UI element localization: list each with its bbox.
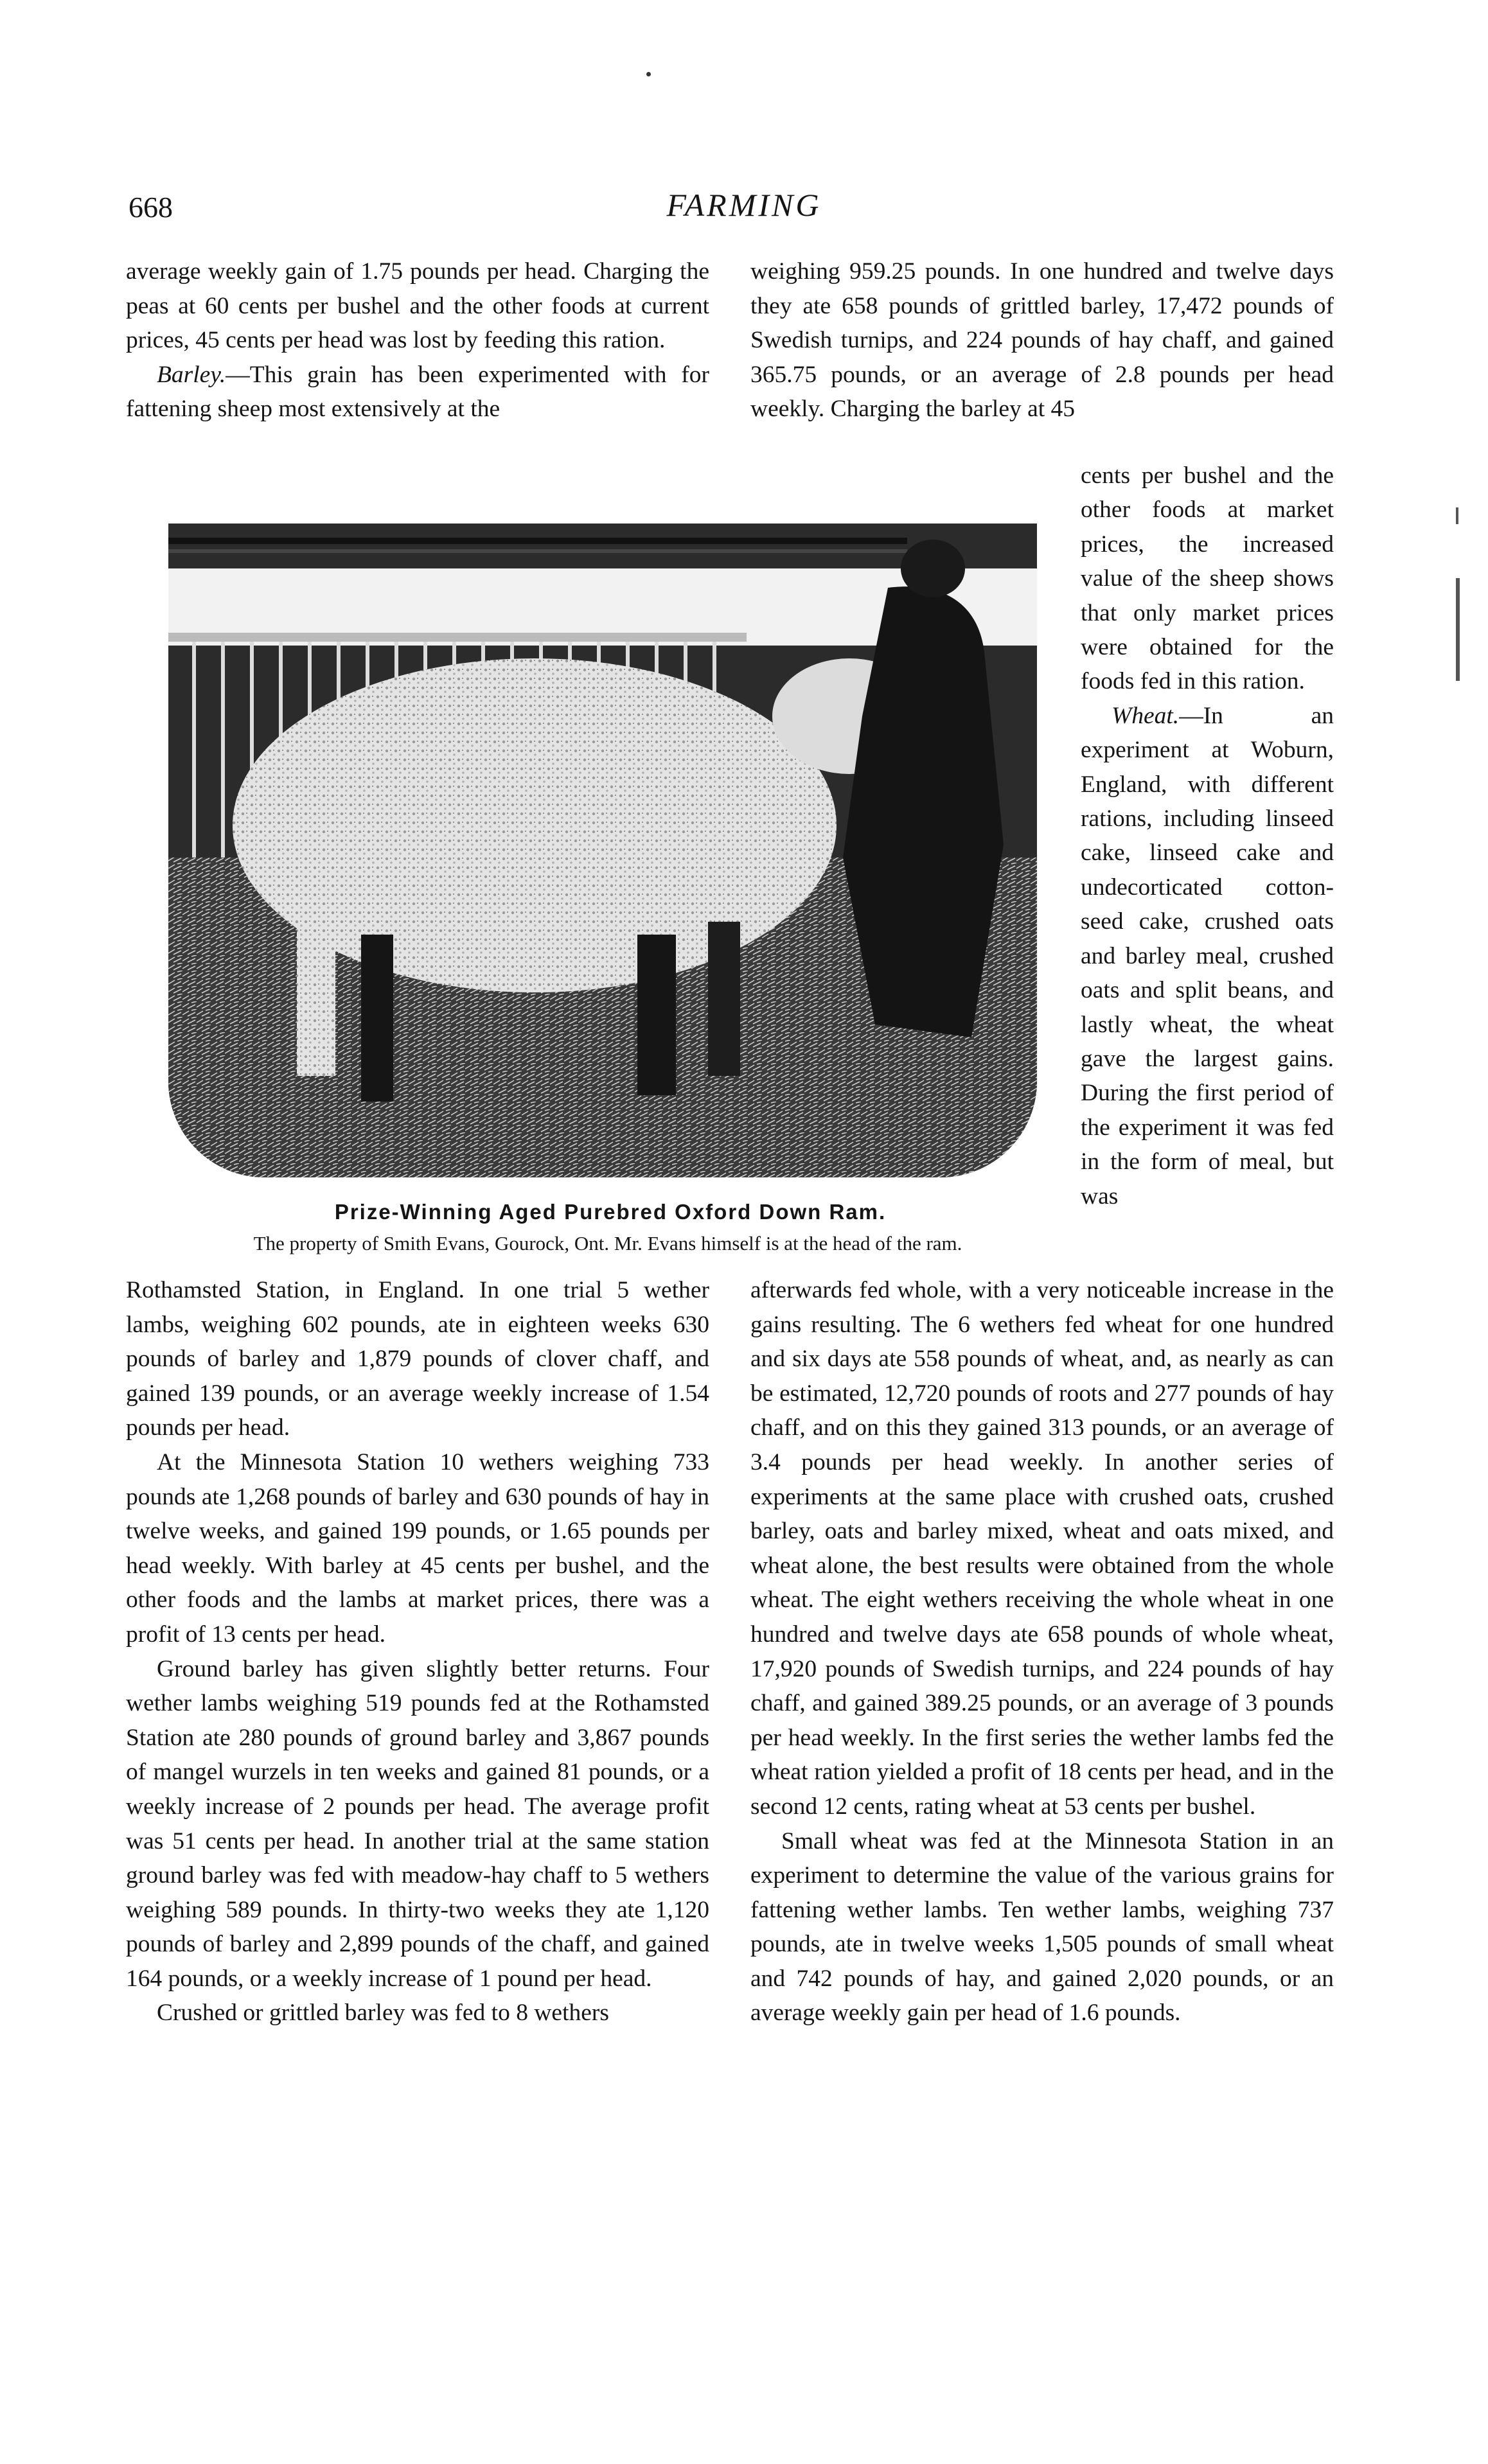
paragraph: average weekly gain of 1.75 pounds per head. Charging the peas at 60 cents per bushel and the other foods at current prices, 45 cents per head was lost by feeding this ration.: [126, 258, 709, 353]
paragraph-text: —This grain has been experimented with for fattening sheep most extensively at the: [126, 361, 709, 422]
photo-illustration: [168, 524, 1037, 1177]
paragraph: weighing 959.25 pounds. In one hundred and twelve days they ate 658 pounds of grittled barley, 17,472 pounds of Swedish turnips, and 224 pounds of hay chaff, and gained 365.75 pounds, or an average of 2.8 pounds per head weekly. Charging the barley at 45: [750, 258, 1334, 422]
paragraph: Crushed or grittled barley was fed to 8 wethers: [157, 2000, 609, 2027]
paragraph: Ground barley has given slightly better returns. Four wether lambs weighing 519 pounds fed at the Rothamsted Station ate 280 pounds of ground barley and 3,867 pounds of mangel wurzels in ten weeks and gained 81 pounds, or a weekly increase of 2 pounds per head. The average profit was 51 cents per head. In another trial at the same station ground barley was fed with meadow-hay chaff to 5 wethers weighing 589 pounds. In thirty-two weeks they ate 1,120 pounds of barley and 2,899 pounds of the chaff, and gained 164 pounds, or a weekly increase of 1 pound per head.: [126, 1655, 709, 1992]
edge-mark: [1456, 507, 1458, 524]
running-title: FARMING: [666, 187, 822, 223]
wrap-column: [1081, 459, 1334, 1213]
section-label: Barley.: [157, 361, 226, 388]
paragraph: [126, 358, 709, 427]
paragraph: Small wheat was fed at the Minnesota Station in an experiment to determine the value of the various grains for fattening wether lambs. Ten wether lambs, weighing 737 pounds, ate in twelve weeks 1,505 pounds of small wheat and 742 pounds of hay, and gained 2,020 pounds, or an average weekly gain per head of 1.6 pounds.: [750, 1827, 1334, 2027]
paragraph: At the Minnesota Station 10 wethers weighing 733 pounds ate 1,268 pounds of barley and 630 pounds of hay in twelve weeks, and gained 199 pounds, or 1.65 pounds per head weekly. With barley at 45 cents per bushel, and the other foods and the lambs at market prices, there was a profit of 13 cents per head.: [126, 1448, 709, 1648]
paragraph-text: —In an experiment at Woburn, England, with different rations, including linseed cake, linseed cake and undecorticated cotton-seed cake, crushed oats and barley meal, crushed oats and split beans, and lastly wheat, the wheat gave the largest gains. During the first period of the experiment it was fed in the form of meal, but was: [1081, 702, 1334, 1210]
column-right-top: [750, 254, 1334, 427]
paragraph: afterwards fed whole, with a very noticeable increase in the gains resulting. The 6 wethers fed wheat for one hundred and six days ate 558 pounds of wheat, and, as nearly as can be estimated, 12,720 pounds of roots and 277 pounds of hay chaff, and on this they gained 313 pounds, or an average of 3.4 pounds per head weekly. In another series of experiments at the same place with crushed oats, crushed barley, oats and barley mixed, wheat and oats mixed, and wheat alone, the best results were obtained from the whole wheat. The eight wethers receiving the whole wheat in one hundred and twelve days ate 658 pounds of whole wheat, 17,920 pounds of Swedish turnips, and 224 pounds of hay chaff, and gained 389.25 pounds, or an average of 3 pounds per head weekly. In the first series the wether lambs fed the wheat ration yielded a profit of 18 cents per head, and in the second 12 cents, rating wheat at 53 cents per bushel.: [750, 1277, 1334, 1820]
edge-mark: [1456, 578, 1460, 681]
speck-mark: [646, 72, 651, 76]
page-number: 668: [128, 191, 173, 224]
figure-caption-title: Prize-Winning Aged Purebred Oxford Down Ram.: [334, 1200, 887, 1224]
paragraph: [1081, 699, 1334, 1213]
column-right-bottom: [750, 1273, 1334, 2030]
paragraph: Rothamsted Station, in England. In one trial 5 wether lambs, weighing 602 pounds, ate in eighteen weeks 630 pounds of barley and 1,879 pounds of clover chaff, and gained 139 pounds, or an average weekly increase of 1.54 pounds per head.: [126, 1277, 709, 1441]
column-left-bottom: [126, 1273, 709, 2030]
paragraph: cents per bushel and the other foods at market prices, the increased value of the sheep shows that only market prices were obtained for the foods fed in this ration.: [1081, 462, 1334, 695]
column-left-top: [126, 254, 709, 427]
figure-caption-credit: The property of Smith Evans, Gourock, Ont. Mr. Evans himself is at the head of the ram.: [253, 1232, 962, 1254]
section-label: Wheat.: [1112, 702, 1180, 729]
ram-photograph: [168, 524, 1037, 1177]
